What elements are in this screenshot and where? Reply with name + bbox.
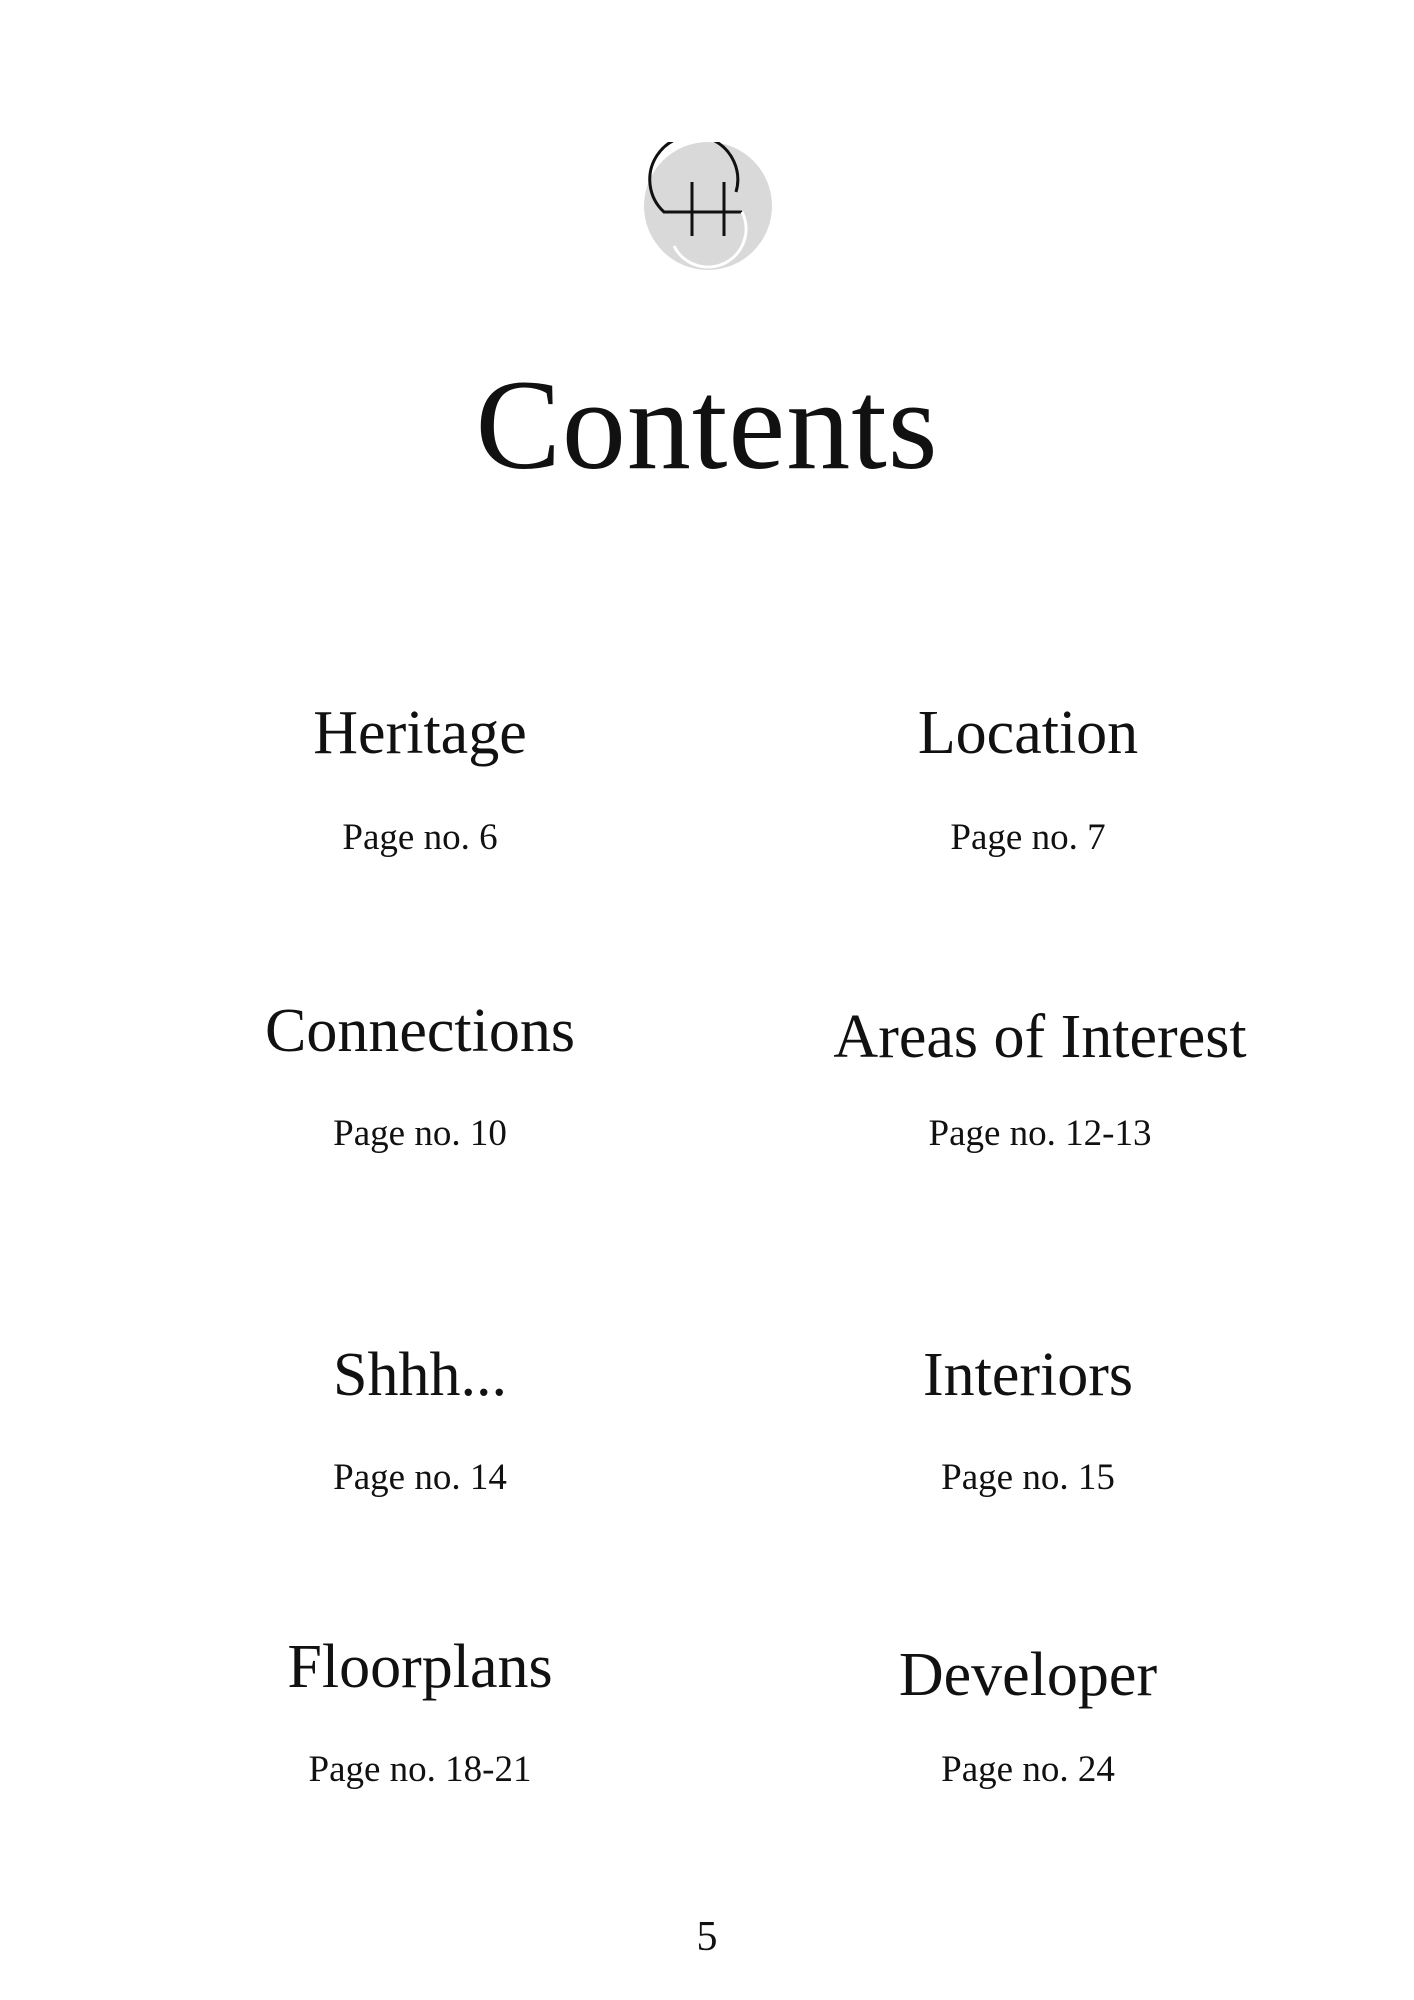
toc-entry-page: Page no. 12-13 bbox=[928, 1113, 1152, 1154]
toc-entry-page: Page no. 18-21 bbox=[308, 1749, 532, 1790]
page-title: Contents bbox=[475, 354, 939, 496]
page-number: 5 bbox=[696, 1914, 718, 1960]
toc-entry-interiors[interactable] bbox=[728, 1340, 1328, 1498]
toc-entry-developer[interactable] bbox=[728, 1640, 1328, 1790]
toc-entry-areas-of-interest[interactable] bbox=[740, 1002, 1340, 1154]
toc-entry-title: Location bbox=[917, 699, 1139, 767]
sh-monogram-logo bbox=[644, 142, 772, 270]
toc-entry-page: Page no. 24 bbox=[941, 1749, 1115, 1790]
toc-entry-title: Connections bbox=[265, 997, 575, 1065]
toc-entry-title: Interiors bbox=[922, 1341, 1134, 1409]
toc-entry-title: Floorplans bbox=[287, 1633, 553, 1701]
toc-entry-connections[interactable] bbox=[120, 996, 720, 1154]
toc-entry-title: Areas of Interest bbox=[833, 1003, 1247, 1071]
toc-entry-page: Page no. 7 bbox=[950, 817, 1106, 858]
toc-entry-title: Developer bbox=[898, 1641, 1158, 1709]
toc-entry-title: Heritage bbox=[313, 699, 527, 767]
toc-entry-page: Page no. 6 bbox=[342, 817, 498, 858]
toc-entry-page: Page no. 15 bbox=[941, 1457, 1115, 1498]
toc-entry-location[interactable] bbox=[728, 698, 1328, 858]
toc-entry-heritage[interactable] bbox=[120, 698, 720, 858]
monogram-icon bbox=[644, 142, 772, 270]
toc-entry-shhh[interactable] bbox=[120, 1340, 720, 1498]
toc-entry-floorplans[interactable] bbox=[120, 1632, 720, 1790]
toc-entry-page: Page no. 10 bbox=[333, 1113, 507, 1154]
toc-entry-title: Shhh... bbox=[333, 1341, 507, 1409]
toc-entry-page: Page no. 14 bbox=[333, 1457, 507, 1498]
